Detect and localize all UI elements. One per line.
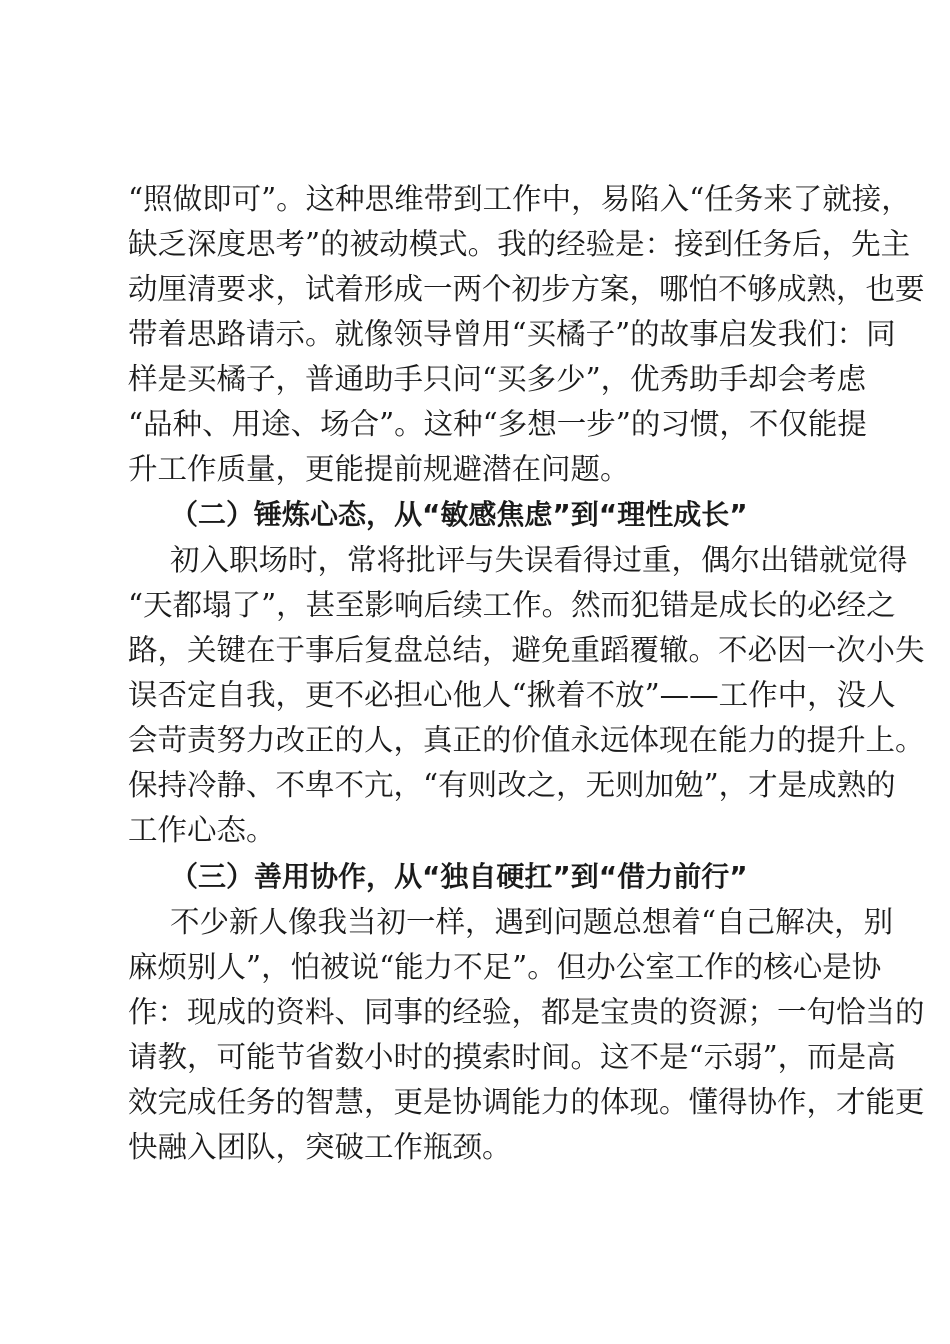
paragraph-3-line-2: 麻烦别人”，怕被说“能力不足”。但办公室工作的核心是协 [128, 950, 882, 984]
paragraph-1-line-4: 带着思路请示。就像领导曾用“买橘子”的故事启发我们：同 [128, 317, 896, 351]
section-heading-3: （三）善用协作，从“独自硬扛”到“借力前行” [170, 860, 748, 893]
paragraph-2-line-4: 误否定自我，更不必担心他人“揪着不放”——工作中，没人 [128, 678, 896, 712]
section-heading-2: （二）锤炼心态，从“敏感焦虑”到“理性成长” [170, 498, 748, 531]
paragraph-1-line-1: “照做即可”。这种思维带到工作中，易陷入“任务来了就接， [128, 182, 911, 216]
paragraph-2-line-6: 保持冷静、不卑不亢，“有则改之，无则加勉”，才是成熟的 [128, 768, 896, 802]
paragraph-3-line-4: 请教，可能节省数小时的摸索时间。这不是“示弱”，而是高 [128, 1040, 896, 1074]
paragraph-3-line-3: 作：现成的资料、同事的经验，都是宝贵的资源；一句恰当的 [128, 995, 925, 1029]
paragraph-2-line-5: 会苛责努力改正的人，真正的价值永远体现在能力的提升上。 [128, 723, 925, 757]
paragraph-2-line-7: 工作心态。 [128, 813, 276, 847]
paragraph-1-line-2: 缺乏深度思考”的被动模式。我的经验是：接到任务后，先主 [128, 227, 911, 261]
paragraph-1-line-3: 动厘清要求，试着形成一两个初步方案，哪怕不够成熟，也要 [128, 272, 925, 306]
paragraph-3-line-1: 不少新人像我当初一样，遇到问题总想着“自己解决，别 [170, 905, 894, 939]
paragraph-2-line-3: 路，关键在于事后复盘总结，避免重蹈覆辙。不必因一次小失 [128, 633, 925, 667]
paragraph-1-line-5: 样是买橘子，普通助手只问“买多少”，优秀助手却会考虑 [128, 362, 867, 396]
paragraph-1-line-6: “品种、用途、场合”。这种“多想一步”的习惯，不仅能提 [128, 407, 867, 441]
paragraph-2-line-2: “天都塌了”，甚至影响后续工作。然而犯错是成长的必经之 [128, 588, 896, 622]
paragraph-2-line-1: 初入职场时，常将批评与失误看得过重，偶尔出错就觉得 [170, 543, 908, 577]
paragraph-1-line-7: 升工作质量，更能提前规避潜在问题。 [128, 452, 630, 486]
paragraph-3-line-6: 快融入团队，突破工作瓶颈。 [128, 1130, 512, 1164]
paragraph-3-line-5: 效完成任务的智慧，更是协调能力的体现。懂得协作，才能更 [128, 1085, 925, 1119]
